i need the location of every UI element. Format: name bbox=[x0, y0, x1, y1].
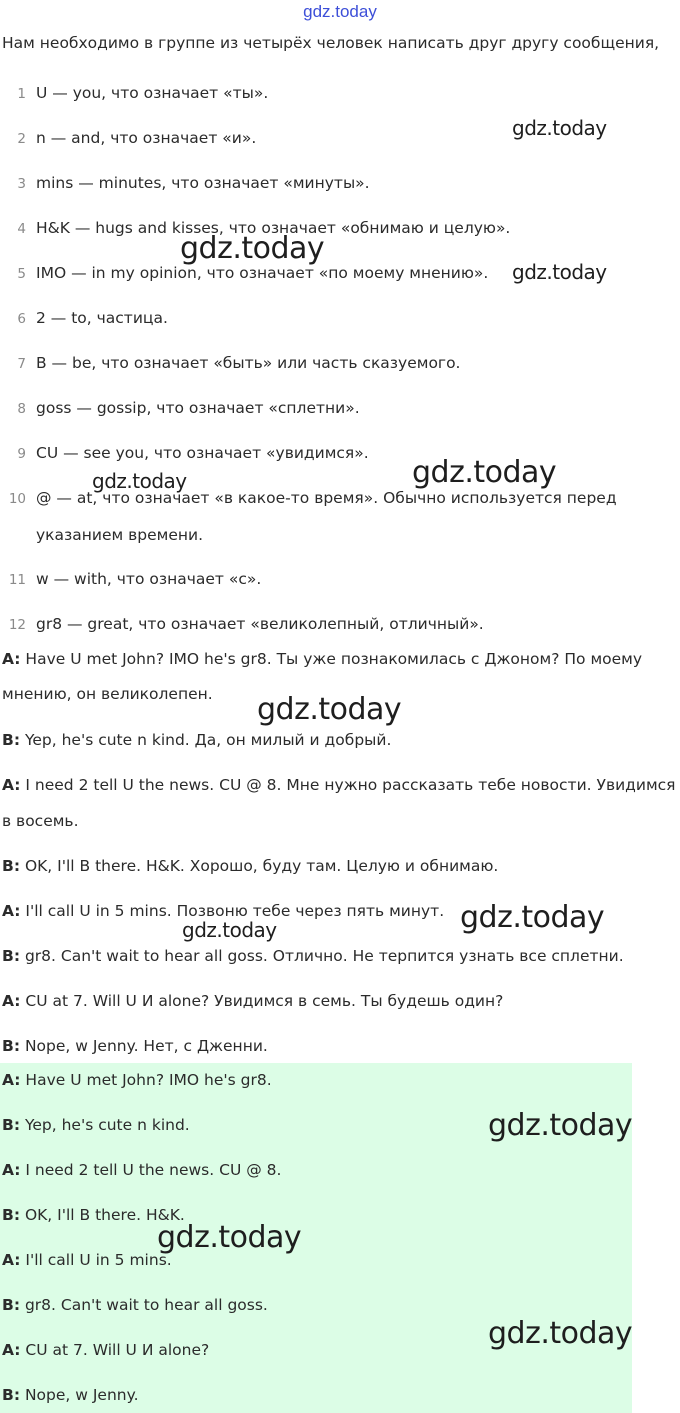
list-item-number: 1 bbox=[17, 86, 26, 102]
dialogue-line bbox=[2, 1206, 185, 1224]
speaker-label: B: bbox=[2, 1386, 21, 1404]
dialogue-line bbox=[2, 650, 642, 668]
dialogue-line bbox=[2, 1161, 281, 1179]
list-item-number: 6 bbox=[17, 311, 26, 327]
dialogue-continuation: мнению, он великолепен. bbox=[2, 685, 213, 703]
dialogue-line bbox=[2, 1251, 172, 1269]
list-item: U — you, что означает «ты». bbox=[36, 84, 269, 102]
speaker-label: A: bbox=[2, 776, 21, 794]
dialogue-text: CU at 7. Will U И alone? Увидимся в семь. Ты будешь один? bbox=[20, 992, 504, 1010]
list-item-number: 4 bbox=[17, 221, 26, 237]
dialogue-text: Nope, w Jenny. Нет, с Дженни. bbox=[20, 1037, 268, 1055]
dialogue-line bbox=[2, 857, 498, 875]
dialogue-text: I need 2 tell U the news. CU @ 8. bbox=[20, 1161, 282, 1179]
dialogue-text: Have U met John? IMO he's gr8. Ты уже познакомилась с Джоном? По моему bbox=[20, 650, 643, 668]
list-item: IMO — in my opinion, что означает «по моему мнению». bbox=[36, 264, 489, 282]
dialogue-text: I'll call U in 5 mins. bbox=[20, 1251, 172, 1269]
list-item: B — be, что означает «быть» или часть сказуемого. bbox=[36, 354, 461, 372]
list-item: @ — at, что означает «в какое-то время». Обычно используется перед bbox=[36, 489, 617, 507]
dialogue-text: OK, I'll B there. H&K. bbox=[20, 1206, 185, 1224]
watermark-text: gdz.today bbox=[182, 918, 277, 942]
speaker-label: B: bbox=[2, 731, 21, 749]
watermark-text: gdz.today bbox=[488, 1108, 633, 1143]
list-item: w — with, что означает «с». bbox=[36, 570, 262, 588]
dialogue-line bbox=[2, 1071, 272, 1089]
dialogue-text: Yep, he's cute n kind. Да, он милый и добрый. bbox=[20, 731, 392, 749]
dialogue-line bbox=[2, 1341, 209, 1359]
watermark-text: gdz.today bbox=[488, 1316, 633, 1351]
dialogue-line bbox=[2, 902, 444, 920]
dialogue-line bbox=[2, 1386, 139, 1404]
speaker-label: B: bbox=[2, 1206, 21, 1224]
dialogue-line bbox=[2, 731, 391, 749]
dialogue-text: CU at 7. Will U И alone? bbox=[20, 1341, 210, 1359]
list-item: 2 — to, частица. bbox=[36, 309, 168, 327]
dialogue-text: Have U met John? IMO he's gr8. bbox=[20, 1071, 272, 1089]
dialogue-text: I need 2 tell U the news. CU @ 8. Мне нужно рассказать тебе новости. Увидимся bbox=[20, 776, 676, 794]
dialogue-text: Yep, he's cute n kind. bbox=[20, 1116, 190, 1134]
list-item: CU — see you, что означает «увидимся». bbox=[36, 444, 369, 462]
speaker-label: A: bbox=[2, 650, 21, 668]
list-item: H&K — hugs and kisses, что означает «обнимаю и целую». bbox=[36, 219, 511, 237]
list-item-number: 5 bbox=[17, 266, 26, 282]
watermark-text: gdz.today bbox=[257, 692, 402, 727]
list-item: mins — minutes, что означает «минуты». bbox=[36, 174, 370, 192]
list-item-number: 10 bbox=[8, 491, 26, 507]
dialogue-text: OK, I'll B there. H&K. Хорошо, буду там. Целую и обнимаю. bbox=[20, 857, 499, 875]
speaker-label: A: bbox=[2, 1161, 21, 1179]
intro-paragraph: Нам необходимо в группе из четырёх человек написать друг другу сообщения, bbox=[2, 34, 660, 52]
list-item-number: 12 bbox=[8, 617, 26, 633]
watermark-text: gdz.today bbox=[180, 231, 325, 266]
list-item-number: 2 bbox=[17, 131, 26, 147]
dialogue-line bbox=[2, 1296, 268, 1314]
dialogue-line bbox=[2, 992, 503, 1010]
dialogue-line bbox=[2, 1116, 190, 1134]
list-item: goss — gossip, что означает «сплетни». bbox=[36, 399, 360, 417]
dialogue-continuation: в восемь. bbox=[2, 812, 79, 830]
list-item: gr8 — great, что означает «великолепный, отличный». bbox=[36, 615, 484, 633]
watermark-text: gdz.today bbox=[92, 469, 187, 493]
list-item-number: 9 bbox=[17, 446, 26, 462]
dialogue-text: gr8. Can't wait to hear all goss. bbox=[20, 1296, 268, 1314]
dialogue-text: I'll call U in 5 mins. Позвоню тебе через пять минут. bbox=[20, 902, 445, 920]
list-item-number: 3 bbox=[17, 176, 26, 192]
dialogue-line bbox=[2, 776, 676, 794]
list-item: n — and, что означает «и». bbox=[36, 129, 257, 147]
dialogue-line bbox=[2, 1037, 268, 1055]
list-item-number: 11 bbox=[8, 572, 26, 588]
speaker-label: A: bbox=[2, 1251, 21, 1269]
speaker-label: A: bbox=[2, 992, 21, 1010]
watermark-text: gdz.today bbox=[412, 455, 557, 490]
speaker-label: A: bbox=[2, 1341, 21, 1359]
speaker-label: B: bbox=[2, 1296, 21, 1314]
watermark-text: gdz.today bbox=[157, 1220, 302, 1255]
list-item-number: 7 bbox=[17, 356, 26, 372]
speaker-label: B: bbox=[2, 857, 21, 875]
watermark-text: gdz.today bbox=[512, 116, 607, 140]
dialogue-line bbox=[2, 947, 624, 965]
watermark-text: gdz.today bbox=[512, 260, 607, 284]
list-item-continuation: указанием времени. bbox=[36, 526, 204, 544]
list-item-number: 8 bbox=[17, 401, 26, 417]
speaker-label: B: bbox=[2, 947, 21, 965]
speaker-label: B: bbox=[2, 1116, 21, 1134]
speaker-label: A: bbox=[2, 1071, 21, 1089]
speaker-label: B: bbox=[2, 1037, 21, 1055]
site-header-link[interactable]: gdz.today bbox=[303, 2, 377, 21]
watermark-text: gdz.today bbox=[460, 900, 605, 935]
speaker-label: A: bbox=[2, 902, 21, 920]
dialogue-text: Nope, w Jenny. bbox=[20, 1386, 139, 1404]
dialogue-text: gr8. Can't wait to hear all goss. Отлично. Не терпится узнать все сплетни. bbox=[20, 947, 624, 965]
